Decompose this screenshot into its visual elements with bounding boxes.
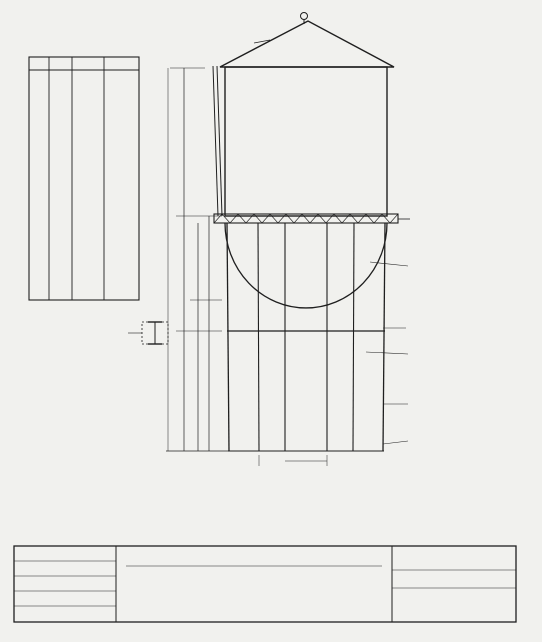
tank-shell: [225, 67, 387, 216]
column-section-detail: [128, 322, 168, 344]
tower-structure: [227, 223, 385, 451]
tank-roof: [213, 13, 394, 217]
tank-bottom-hemisphere: [225, 223, 387, 308]
title-block: [14, 546, 516, 622]
vertical-seams-table: [29, 57, 139, 300]
